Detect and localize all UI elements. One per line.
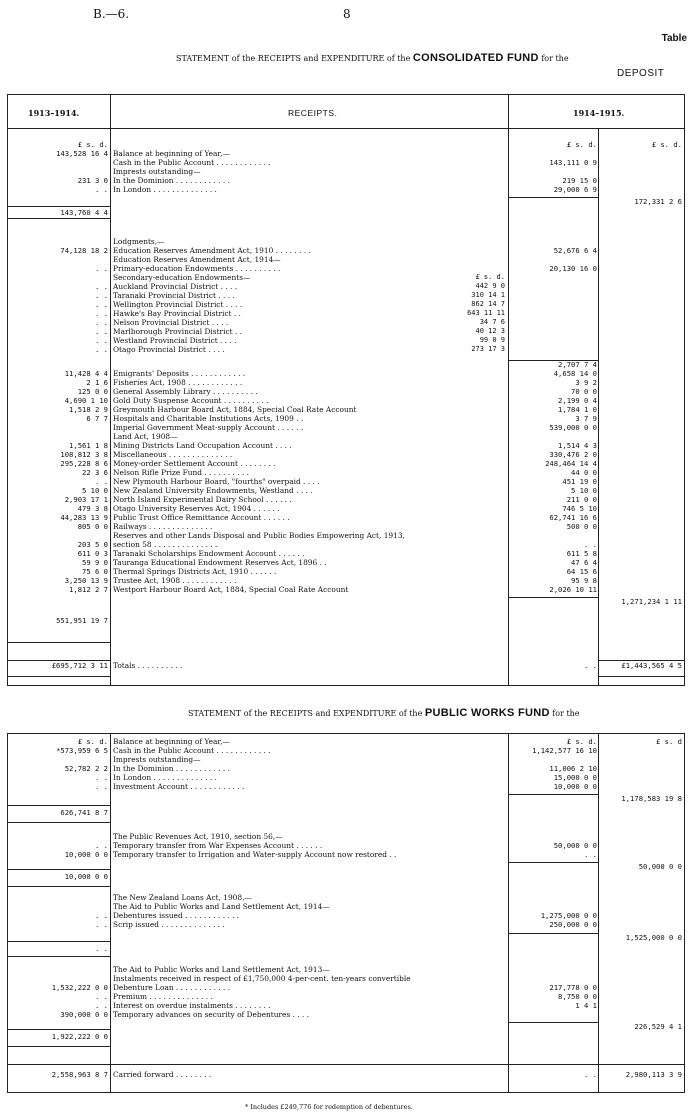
item-description: Hawke's Bay Provincial District . . [113, 309, 241, 318]
item-description: The Public Revenues Act, 1910, section 56,— [113, 832, 283, 841]
current-amount: 52,676 6 4 [553, 246, 597, 255]
current-amount: 746 5 10 [562, 504, 597, 513]
current-amount: 64 15 6 [566, 567, 597, 576]
item-description: Auckland Provincial District . . . . [113, 282, 238, 291]
current-amount: 29,000 6 9 [553, 185, 597, 194]
current-amount: . . [584, 1070, 597, 1079]
item-description: Education Reserves Amendment Act, 1914— [113, 255, 281, 264]
prior-year-amount: 143,528 16 4 [56, 149, 108, 158]
item-description: Trustee Act, 1908 . . . . . . . . . . . . [113, 576, 237, 585]
prior-year-amount: . . [95, 327, 108, 336]
item-description: General Assembly Library . . . . . . . . . . [113, 387, 258, 396]
item-description: Temporary transfer to Irrigation and Water-supply Account now restored . . [113, 850, 397, 859]
item-description: Imperial Government Meat-supply Account . . . . . . [113, 423, 304, 432]
current-amount: 1,275,000 0 0 [540, 911, 597, 920]
prior-year-amount: £ s. d. [77, 140, 108, 149]
current-amount: 539,000 0 0 [549, 423, 597, 432]
prior-year-amount: 75 6 0 [82, 567, 108, 576]
current-amount: 1,784 1 0 [558, 405, 597, 414]
prior-year-amount: 1,812 2 7 [69, 585, 108, 594]
item-description: Fisheries Act, 1908 . . . . . . . . . . . . [113, 378, 243, 387]
current-amount: 50,000 0 0 [553, 841, 597, 850]
current-amount: 4,658 14 0 [553, 369, 597, 378]
prior-year-amount: *573,959 6 5 [56, 746, 108, 755]
item-description: Totals . . . . . . . . . . [113, 661, 183, 670]
item-description: Balance at beginning of Year,— [113, 149, 230, 158]
item-description: Public Trust Office Remittance Account . . . . . . [113, 513, 290, 522]
current-amount: 1,514 4 3 [558, 441, 597, 450]
current-amount: . . [584, 540, 597, 549]
current-amount: 70 0 0 [571, 387, 597, 396]
item-description: Tauranga Educational Endowment Reserves Act, 1896 . . [113, 558, 327, 567]
current-amount: 611 5 8 [566, 549, 597, 558]
current-amount: 10,000 0 0 [553, 782, 597, 791]
current-amount: 20,130 16 0 [549, 264, 597, 273]
current-amount: 1,142,577 16 10 [532, 746, 597, 755]
item-description: Temporary advances on security of Debentures . . . . [113, 1010, 309, 1019]
prior-year-amount: 1,532,222 0 0 [51, 983, 108, 992]
sub-amount: 40 12 3 [475, 327, 505, 335]
deposit-heading: DEPOSIT [617, 68, 665, 79]
item-description: Education Reserves Amendment Act, 1910 . . . . . . . . [113, 246, 311, 255]
current-amount: 250,000 0 0 [549, 920, 597, 929]
prior-year-amount: 390,000 0 0 [60, 1010, 108, 1019]
item-description: Scrip issued . . . . . . . . . . . . . . [113, 920, 225, 929]
current-amount: 143,111 0 9 [549, 158, 597, 167]
item-description: Money-order Settlement Account . . . . . . . . [113, 459, 276, 468]
item-description: Gold Duty Suspense Account . . . . . . . . . . [113, 396, 269, 405]
item-description: Marlborough Provincial District . . [113, 327, 242, 336]
sub-amount: 310 14 1 [471, 291, 505, 299]
prior-year-amount: . . [95, 291, 108, 300]
item-description: Hospitals and Charitable Institutions Acts, 1909 . . [113, 414, 304, 423]
item-description: Interest on overdue instalments . . . . . . . . [113, 1001, 271, 1010]
current-amount: 1 4 1 [575, 1001, 597, 1010]
item-description: Cash in the Public Account . . . . . . . . . . . . [113, 158, 271, 167]
item-description: Debentures issued . . . . . . . . . . . . [113, 911, 240, 920]
sub-amount: 99 0 9 [479, 336, 505, 344]
prior-year-amount: . . [95, 264, 108, 273]
current-amount: 8,750 0 0 [558, 992, 597, 1001]
prior-year-amount: . . [95, 345, 108, 354]
sub-amount: £ s. d. [475, 273, 505, 281]
prior-year-amount: 231 3 0 [77, 176, 108, 185]
current-amount: 3 7 9 [575, 414, 597, 423]
item-description: New Zealand University Endowments, Westland . . . . [113, 486, 313, 495]
prior-year-amount: 1,561 1 8 [69, 441, 108, 450]
item-description: Primary-education Endowments . . . . . . . . . . [113, 264, 281, 273]
prior-year-amount: . . [95, 309, 108, 318]
current-total: 1,525,000 0 0 [625, 933, 682, 942]
year-header-1914: 1914–1915. [573, 108, 625, 118]
current-total: £1,443,565 4 5 [621, 661, 682, 670]
item-description: Carried forward . . . . . . . . [113, 1070, 212, 1079]
prior-year-amount: 6 7 7 [86, 414, 108, 423]
item-description: In London . . . . . . . . . . . . . . [113, 185, 217, 194]
item-description: Westport Harbour Board Act, 1884, Special Coal Rate Account [113, 585, 349, 594]
sub-amount: 273 17 3 [471, 345, 505, 353]
item-description: Taranaki Scholarships Endowment Account . . . . . . [113, 549, 305, 558]
current-amount: 2,026 10 11 [549, 585, 597, 594]
item-description: Secondary-education Endowments— [113, 273, 251, 282]
prior-year-amount: 4,690 1 10 [64, 396, 108, 405]
item-description: In the Dominion . . . . . . . . . . . . [113, 176, 230, 185]
prior-year-amount: . . [95, 282, 108, 291]
prior-year-amount: 11,428 4 4 [64, 369, 108, 378]
item-description: New Plymouth Harbour Board, "fourths" overpaid . . . . [113, 477, 320, 486]
item-description: Wellington Provincial District . . . . [113, 300, 243, 309]
item-description: Mining Districts Land Occupation Account . . . . [113, 441, 292, 450]
prior-year-amount: 10,000 0 0 [64, 850, 108, 859]
sub-amount: 643 11 11 [467, 309, 505, 317]
item-description: Nelson Provincial District . . . . [113, 318, 229, 327]
item-description: Otago University Reserves Act, 1904 . . . . . . [113, 504, 280, 513]
prior-year-amount: . . [95, 841, 108, 850]
prior-year-amount: £ s. d. [77, 737, 108, 746]
prior-year-amount: . . [95, 1001, 108, 1010]
current-amount: 219 15 0 [562, 176, 597, 185]
current-total: 226,529 4 1 [634, 1022, 682, 1031]
current-amount: 5 10 0 [571, 486, 597, 495]
current-total: 1,178,583 19 8 [621, 794, 682, 803]
item-description: Instalments received in respect of £1,750,000 4-per-cent. ten-years convertible [113, 974, 411, 983]
prior-year-amount: 1,922,222 0 0 [51, 1032, 108, 1041]
prior-year-amount: 44,283 13 9 [60, 513, 108, 522]
current-amount: 211 0 0 [566, 495, 597, 504]
current-amount: 11,006 2 10 [549, 764, 597, 773]
prior-year-amount: . . [95, 185, 108, 194]
prior-year-amount: 203 5 0 [77, 540, 108, 549]
document-reference: B.—6. [93, 7, 130, 21]
item-description: The Aid to Public Works and Land Settlement Act, 1914— [113, 902, 330, 911]
prior-year-amount: 52,782 2 2 [64, 764, 108, 773]
prior-year-amount: 2,558,963 8 7 [51, 1070, 108, 1079]
prior-year-amount: 295,228 8 6 [60, 459, 108, 468]
sub-amount: 862 14 7 [471, 300, 505, 308]
current-amount: 2,707 7 4 [558, 360, 597, 369]
current-total: £ s. d. [651, 140, 682, 149]
table-label: Table [661, 33, 687, 44]
prior-year-amount: 125 0 0 [77, 387, 108, 396]
page-number: 8 [343, 7, 351, 21]
current-amount: 44 0 0 [571, 468, 597, 477]
prior-year-amount: . . [95, 477, 108, 486]
current-amount: 217,778 0 0 [549, 983, 597, 992]
item-description: Otago Provincial District . . . . [113, 345, 225, 354]
item-description: Premium . . . . . . . . . . . . . . [113, 992, 213, 1001]
prior-year-amount: 3,250 13 9 [64, 576, 108, 585]
item-description: Investment Account . . . . . . . . . . . . [113, 782, 245, 791]
prior-year-amount: . . [95, 336, 108, 345]
current-total: £ s. d [656, 737, 682, 746]
item-description: Balance at beginning of Year,— [113, 737, 230, 746]
current-amount: 451 19 0 [562, 477, 597, 486]
current-total: 172,331 2 6 [634, 197, 682, 206]
item-description: The New Zealand Loans Act, 1908,— [113, 893, 252, 902]
item-description: The Aid to Public Works and Land Settlement Act, 1913— [113, 965, 330, 974]
current-amount: 500 0 0 [566, 522, 597, 531]
item-description: Land Act, 1908— [113, 432, 178, 441]
item-description: Imprests outstanding— [113, 167, 201, 176]
sub-amount: 442 9 0 [475, 282, 505, 290]
current-amount: £ s. d. [566, 140, 597, 149]
current-amount: 330,476 2 0 [549, 450, 597, 459]
prior-year-amount: 2,903 17 1 [64, 495, 108, 504]
item-description: Lodgments,— [113, 237, 165, 246]
prior-year-amount: 22 3 6 [82, 468, 108, 477]
item-description: Greymouth Harbour Board Act, 1884, Special Coal Rate Account [113, 405, 357, 414]
prior-year-amount: 805 0 0 [77, 522, 108, 531]
consolidated-fund-title: STATEMENT of the RECEIPTS and EXPENDITURE of the CONSOLIDATED FUND for the [176, 52, 569, 64]
prior-year-amount: £695,712 3 11 [51, 661, 108, 670]
current-total: 2,980,113 3 9 [625, 1070, 682, 1079]
prior-year-amount: . . [95, 944, 108, 953]
item-description: Nelson Rifle Prize Fund . . . . . . . . . . [113, 468, 249, 477]
prior-year-amount: 108,812 3 8 [60, 450, 108, 459]
prior-year-amount: . . [95, 911, 108, 920]
current-amount: 248,464 14 4 [545, 459, 597, 468]
receipts-header: RECEIPTS. [288, 108, 338, 118]
item-description: Railways . . . . . . . . . . . . . . [113, 522, 213, 531]
current-amount: 47 6 4 [571, 558, 597, 567]
item-description: Imprests outstanding— [113, 755, 201, 764]
prior-year-amount: 74,128 18 2 [60, 246, 108, 255]
prior-year-amount: 479 3 8 [77, 504, 108, 513]
prior-year-amount: 626,741 8 7 [60, 808, 108, 817]
current-amount: . . [584, 661, 597, 670]
prior-year-amount: 59 9 0 [82, 558, 108, 567]
prior-year-amount: 551,951 19 7 [56, 616, 108, 625]
year-header-1913: 1913–1914. [28, 108, 80, 118]
item-description: Temporary transfer from War Expenses Account . . . . . . [113, 841, 323, 850]
item-description: section 58 . . . . . . . . . . . . . . [113, 540, 218, 549]
current-amount: . . [584, 850, 597, 859]
prior-year-amount: 611 0 3 [77, 549, 108, 558]
item-description: North Island Experimental Dairy School . . . . . . [113, 495, 292, 504]
item-description: In the Dominion . . . . . . . . . . . . [113, 764, 230, 773]
footnote: * Includes £249,776 for redemption of debentures. [245, 1103, 413, 1111]
current-amount: £ s. d. [566, 737, 597, 746]
current-amount: 3 9 2 [575, 378, 597, 387]
prior-year-amount: . . [95, 920, 108, 929]
current-amount: 62,741 16 6 [549, 513, 597, 522]
current-total: 50,000 0 0 [638, 862, 682, 871]
current-amount: 95 9 8 [571, 576, 597, 585]
item-description: Miscellaneous . . . . . . . . . . . . . . [113, 450, 233, 459]
item-description: Emigrants' Deposits . . . . . . . . . . . . [113, 369, 246, 378]
item-description: Cash in the Public Account . . . . . . . . . . . . [113, 746, 271, 755]
prior-year-amount: 2 1 6 [86, 378, 108, 387]
prior-year-amount: . . [95, 300, 108, 309]
current-total: 1,271,234 1 11 [621, 597, 682, 606]
prior-year-amount: 10,000 0 0 [64, 872, 108, 881]
item-description: Thermal Springs Districts Act, 1910 . . . . . . [113, 567, 277, 576]
item-description: Taranaki Provincial District . . . . [113, 291, 235, 300]
public-works-fund-title: STATEMENT of the RECEIPTS and EXPENDITURE of the PUBLIC WORKS FUND for the [188, 707, 580, 719]
prior-year-amount: . . [95, 318, 108, 327]
prior-year-amount: 5 10 0 [82, 486, 108, 495]
prior-year-amount: . . [95, 782, 108, 791]
item-description: Westland Provincial District . . . . [113, 336, 237, 345]
item-description: Reserves and other Lands Disposal and Public Bodies Empowering Act, 1913, [113, 531, 405, 540]
prior-year-amount: . . [95, 992, 108, 1001]
prior-year-amount: 1,518 2 9 [69, 405, 108, 414]
current-amount: 15,000 0 0 [553, 773, 597, 782]
item-description: In London . . . . . . . . . . . . . . [113, 773, 217, 782]
sub-amount: 34 7 6 [479, 318, 505, 326]
prior-year-amount: 143,760 4 4 [60, 208, 108, 217]
prior-year-amount: . . [95, 773, 108, 782]
current-amount: 2,199 0 4 [558, 396, 597, 405]
item-description: Debenture Loan . . . . . . . . . . . . [113, 983, 231, 992]
